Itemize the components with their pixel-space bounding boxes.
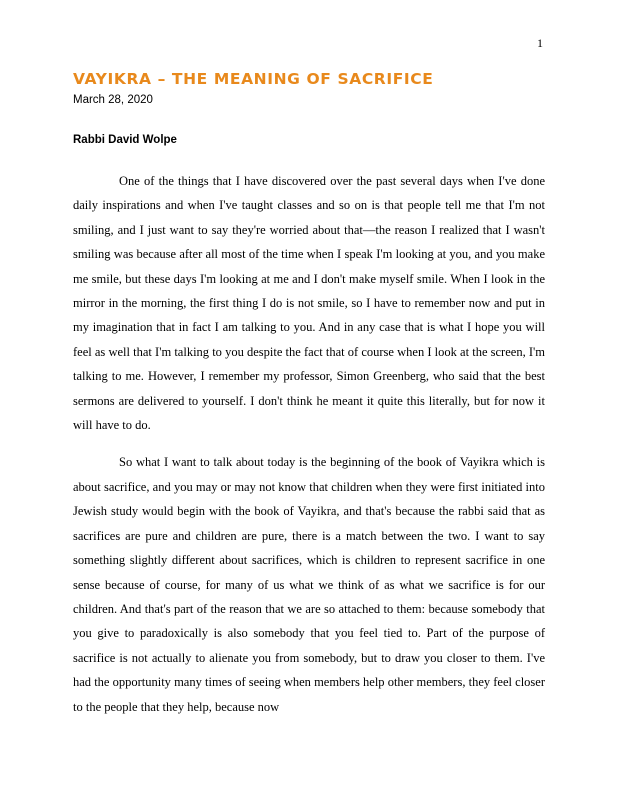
- paragraph-2: So what I want to talk about today is the beginning of the book of Vayikra which is about sacrifice, and you may or may not know that children when they were first initiated into Jewish study would begin with the book of Vayikra, and that's because the rabbi said that as sacrifices are pure and children are pure, there is a match between the two. I want to say something slightly different about sacrifices, which is children to represent sacrifice in one sense because of course, for many of us what we think of as what we sacrifice is for our children. And that's part of the reason that we are so attached to them: because somebody that you give to paradoxically is also somebody that you feel tied to. Part of the purpose of sacrifice is not actually to alienate you from somebody, but to draw you closer to them. I've had the opportunity many times of seeing when members help other members, they feel closer to the people that they help, because now: [73, 455, 545, 714]
- document-date: March 28, 2020: [73, 94, 153, 106]
- document-title: VAYIKRA – THE MEANING OF SACRIFICE: [73, 70, 434, 88]
- document-author: Rabbi David Wolpe: [73, 134, 177, 146]
- document-body: [73, 169, 545, 719]
- paragraph-1: One of the things that I have discovered over the past several days when I've done daily inspirations and when I've taught classes and so on is that people tell me that I'm not smiling, and I just want to say they're worried about that—the reason I realized that I wasn't smiling was because after all most of the time when I speak I'm looking at you, and you make me smile, but these days I'm looking at me and I don't make myself smile. When I look in the mirror in the morning, the first thing I do is not smile, so I have to remember now and put in my imagination that in fact I am talking to you. And in any case that is what I hope you will feel as well that I'm talking to you despite the fact that of course when I look at the screen, I'm talking to me. However, I remember my professor, Simon Greenberg, who said that the best sermons are delivered to yourself. I don't think he meant it quite this literally, but for now it will have to do.: [73, 174, 545, 433]
- page-number: 1: [537, 36, 543, 50]
